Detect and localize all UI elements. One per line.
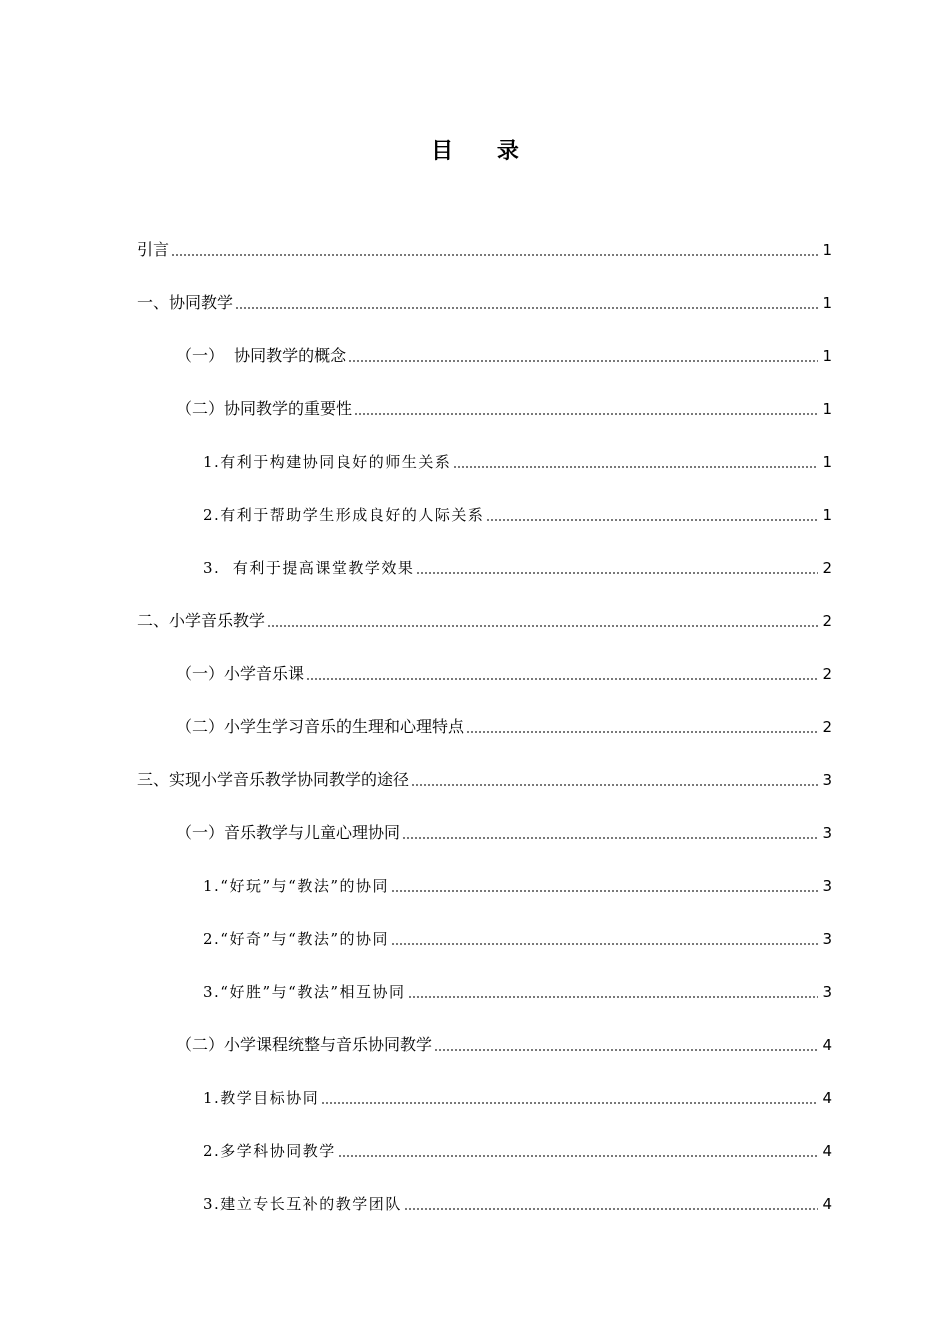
toc-page-number: 2 [822,559,832,577]
toc-dot-leader [267,607,818,627]
toc-page-number: 4 [822,1195,832,1213]
toc-page-number: 2 [822,665,832,683]
toc-entry[interactable] [0,1084,950,1137]
toc-dot-leader [408,978,819,998]
toc-entry-label: 2.多学科协同教学 [203,1142,336,1160]
toc-entry[interactable] [0,713,950,766]
toc-dot-leader [453,448,818,468]
toc-page-number: 2 [822,718,832,736]
toc-entry[interactable] [0,1137,950,1190]
toc-dot-leader [306,660,818,680]
toc-page-number: 4 [822,1142,832,1160]
toc-dot-leader [434,1031,818,1051]
toc-entry[interactable] [0,872,950,925]
toc-page-number: 1 [822,400,832,418]
toc-page-number: 1 [822,506,832,524]
toc-entry[interactable] [0,448,950,501]
toc-dot-leader [404,1190,818,1210]
toc-page-number: 3 [822,983,832,1001]
toc-dot-leader [348,342,818,362]
toc-entry-label: 3.建立专长互补的教学团队 [203,1195,402,1213]
toc-title: 目 录 [431,139,537,164]
toc-entry[interactable] [0,236,950,289]
toc-entry[interactable] [0,925,950,978]
toc-dot-leader [466,713,818,733]
toc-page-number: 3 [822,824,832,842]
toc-entry[interactable] [0,978,950,1031]
toc-entry-label: 引言 [137,240,170,259]
toc-entry[interactable] [0,289,950,342]
toc-entry[interactable] [0,501,950,554]
toc-entry-label: 1.“好玩”与“教法”的协同 [203,877,389,895]
toc-dot-leader [171,236,818,256]
toc-entry-label: （一）音乐教学与儿童心理协同 [176,823,401,842]
toc-entry-label: 3. 有利于提高课堂教学效果 [203,559,415,577]
toc-entry-label: 1.教学目标协同 [203,1089,320,1107]
toc-entry[interactable] [0,342,950,395]
toc-list [0,236,950,1243]
toc-entry-label: 2.有利于帮助学生形成良好的人际关系 [203,506,485,524]
toc-entry[interactable] [0,766,950,819]
toc-entry[interactable] [0,607,950,660]
toc-entry[interactable] [0,395,950,448]
toc-dot-leader [416,554,818,574]
toc-dot-leader [235,289,818,309]
toc-entry-label: 三、实现小学音乐教学协同教学的途径 [137,770,410,789]
toc-entry-label: 一、协同教学 [137,293,234,312]
toc-page-number: 1 [822,347,832,365]
toc-entry-label: 3.“好胜”与“教法”相互协同 [203,983,406,1001]
toc-dot-leader [402,819,818,839]
toc-entry-label: 2.“好奇”与“教法”的协同 [203,930,389,948]
toc-page-number: 2 [822,612,832,630]
toc-dot-leader [391,872,818,892]
toc-entry[interactable] [0,554,950,607]
toc-dot-leader [411,766,818,786]
toc-entry-label: 二、小学音乐教学 [137,611,266,630]
toc-page-number: 4 [822,1036,832,1054]
toc-entry-label: （一） 协同教学的概念 [176,346,347,365]
toc-page-number: 3 [822,877,832,895]
toc-entry-label: （二）小学课程统整与音乐协同教学 [176,1035,433,1054]
toc-page-number: 1 [822,294,832,312]
toc-entry[interactable] [0,660,950,713]
toc-entry-label: 1.有利于构建协同良好的师生关系 [203,453,452,471]
toc-entry[interactable] [0,1190,950,1243]
toc-entry[interactable] [0,1031,950,1084]
toc-page-number: 3 [822,930,832,948]
toc-entry-label: （二）协同教学的重要性 [176,399,353,418]
toc-dot-leader [321,1084,818,1104]
toc-entry-label: （一）小学音乐课 [176,664,305,683]
toc-dot-leader [338,1137,818,1157]
toc-dot-leader [391,925,818,945]
toc-page-number: 1 [822,453,832,471]
toc-entry[interactable] [0,819,950,872]
toc-dot-leader [486,501,818,521]
toc-page-number: 1 [822,241,832,259]
toc-entry-label: （二）小学生学习音乐的生理和心理特点 [176,717,465,736]
toc-page-number: 3 [822,771,832,789]
toc-dot-leader [354,395,818,415]
toc-page-number: 4 [822,1089,832,1107]
